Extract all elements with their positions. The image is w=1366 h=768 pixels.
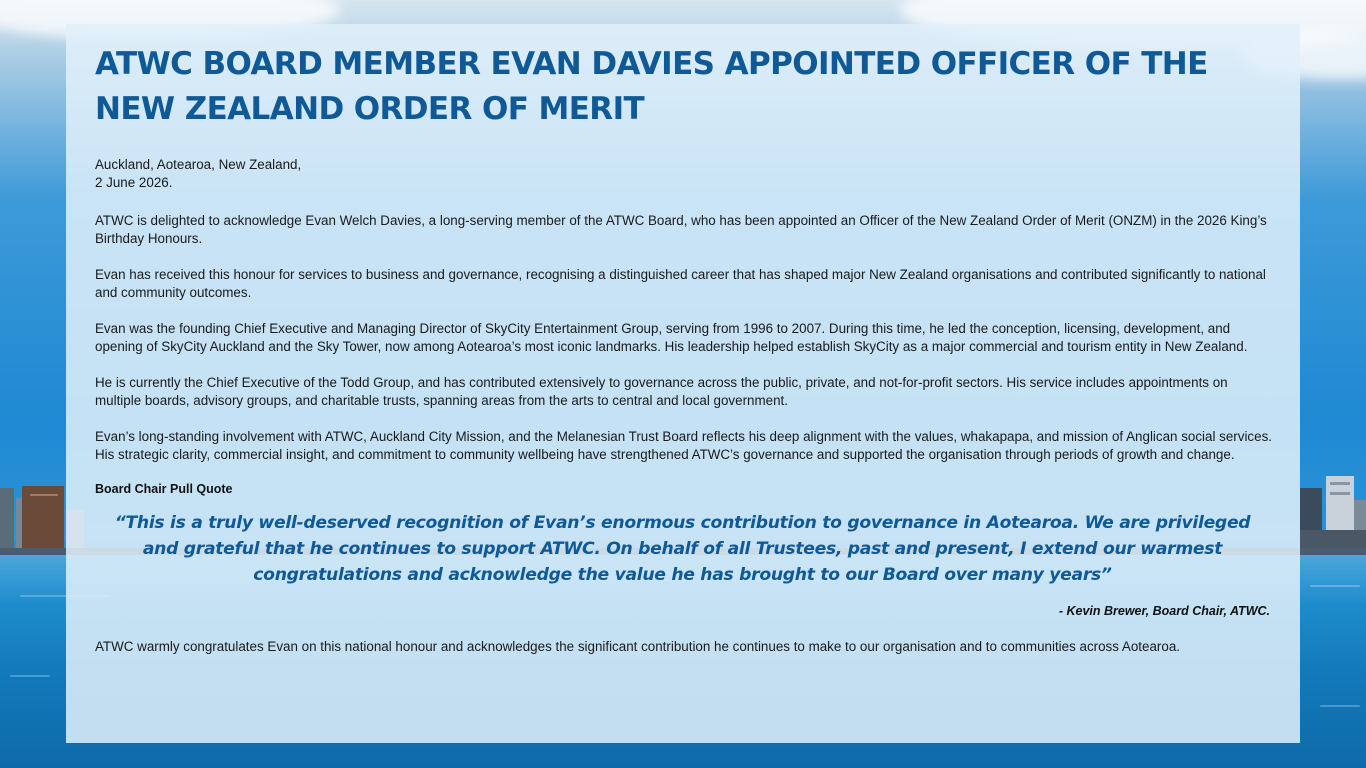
body-paragraph-3: Evan was the founding Chief Executive and Managing Director of SkyCity Entertainment Group, serving from 1996 to 2007. During this time, he led the conception, licensing, development, and opening of SkyCity Auckland and the Sky Tower, now among Aotearoa’s most iconic landmarks. His leadership helped establish SkyCity as a major commercial and tourism entity in New Zealand. [95,321,1248,354]
dateline-place: Auckland, Aotearoa, New Zealand, [95,157,302,172]
body-paragraph-2: Evan has received this honour for services to business and governance, recognising a distinguished career that has shaped major New Zealand organisations and contributed significantly to national and community outcomes. [95,267,1266,300]
body-paragraph-4: He is currently the Chief Executive of the Todd Group, and has contributed extensively to governance across the public, private, and not-for-profit sectors. His service includes appointments on multiple boards, advisory groups, and charitable trusts, spanning areas from the arts to central and local government. [95,375,1228,408]
dateline [95,156,1271,192]
quote-attribution: - Kevin Brewer, Board Chair, ATWC. [1058,604,1270,618]
body-paragraph-5: Evan’s long-standing involvement with ATWC, Auckland City Mission, and the Melanesian Trust Board reflects his deep alignment with the values, whakapapa, and mission of Anglican social services. His strategic clarity, commercial insight, and commitment to community wellbeing have strengthened ATWC’s governance and supported the organisation through periods of growth and change. [95,429,1272,462]
pull-quote-label: Board Chair Pull Quote [95,482,233,496]
dateline-date: 2 June 2026. [95,175,173,190]
body-paragraph-1: ATWC is delighted to acknowledge Evan Welch Davies, a long-serving member of the ATWC Board, who has been appointed an Officer of the New Zealand Order of Merit (ONZM) in the 2026 King’s Birthday Honours. [95,213,1267,246]
article-headline: ATWC BOARD MEMBER EVAN DAVIES APPOINTED OFFICER OF THE NEW ZEALAND ORDER OF MERIT [95,46,1208,127]
closing-paragraph: ATWC warmly congratulates Evan on this national honour and acknowledges the significant contribution he continues to make to our organisation and to communities across Aotearoa. [95,639,1181,654]
pull-quote: “This is a truly well-deserved recognition of Evan’s enormous contribution to governance in Aotearoa. We are privileged and grateful that he continues to support ATWC. On behalf of all Trustees, past and present, I extend our warmest congratulations and acknowledge the value he has brought to our Board over many years” [114,513,1251,585]
article-panel [66,24,1300,743]
